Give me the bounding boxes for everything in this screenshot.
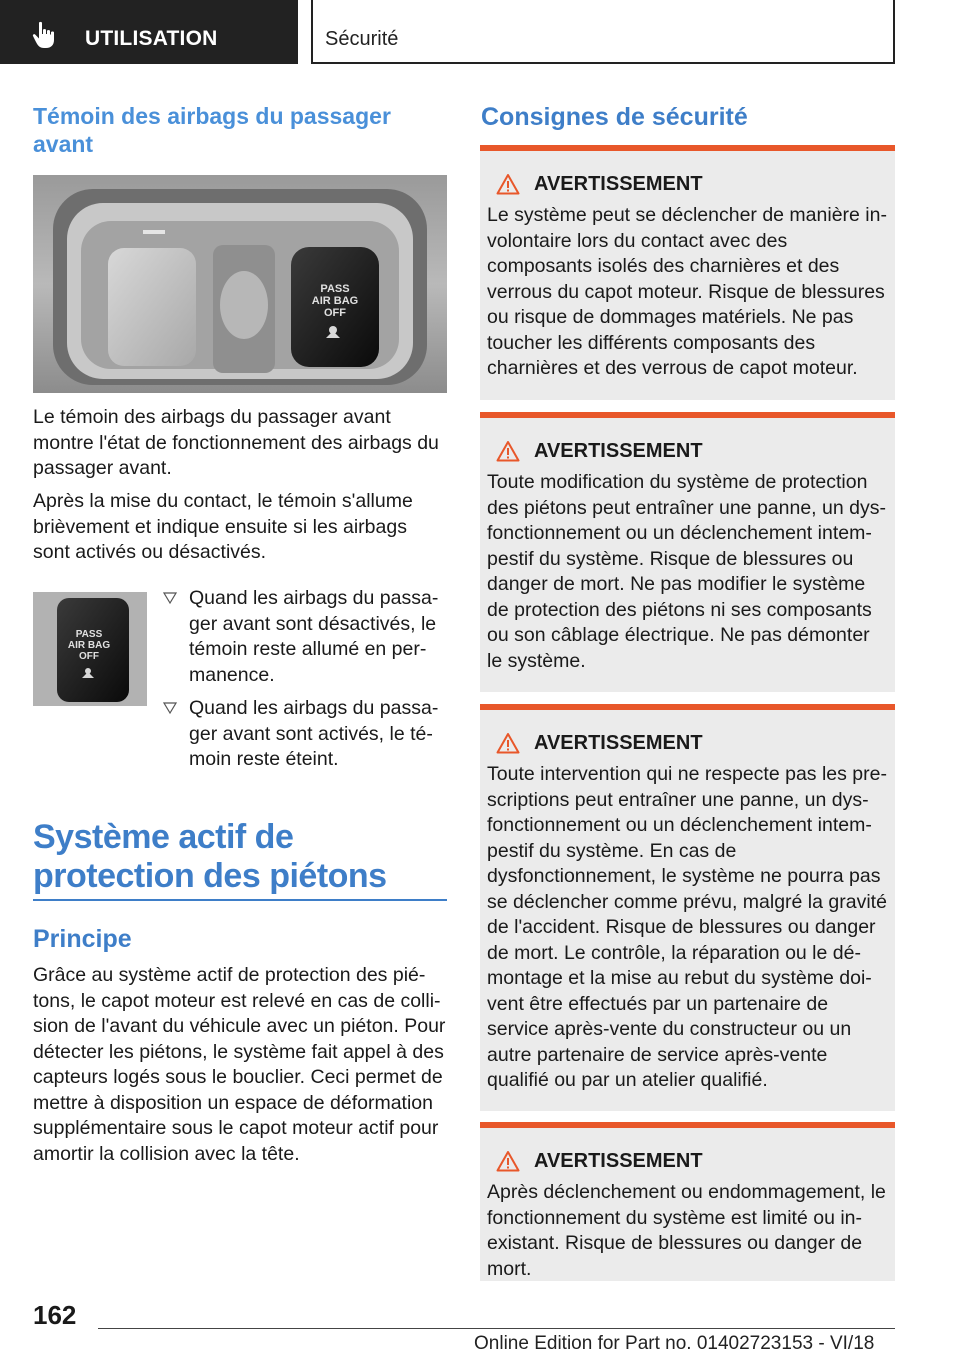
warning-box — [480, 704, 895, 1111]
warning-box — [480, 412, 895, 692]
warning-text: Toute modification du système de protection des piétons peut entraîner une panne, un dysfonctionnement ou un déclenchement intempestif du système. Risque de blessures ou danger de mort. Ne pas modifier le système de protection des piétons ni ses composants ou son câblage électrique. Ne pas démonter le système. — [487, 471, 886, 672]
heading-rule — [33, 899, 447, 901]
footer-rule — [98, 1328, 895, 1329]
bullet-text: Quand les airbags du passager avant sont désactivés, le témoin reste allumé en permanence. — [189, 587, 439, 686]
principle-heading: Principe — [33, 925, 132, 953]
warning-text: Toute intervention qui ne respecte pas les prescriptions peut entraîner une panne, un dysfonctionnement ou un déclenchement intempestif du système. En cas de dysfonctionnement, le système ne pourra pas se déclencher comme prévu, malgré la gravité de l'accident. Risque de blessures ou danger de mort. Le contrôle, la réparation ou le démontage et la mise au rebut du système doivent être effectués par un partenaire de service après-vente du constructeur ou un autre partenaire de service après-vente qualifié ou par un atelier qualifié. — [487, 763, 887, 1091]
airbag-para-2: Après la mise du contact, le témoin s'allume brièvement et indique ensuite si les airbags sont activés ou désactivés. — [33, 490, 413, 563]
warning-box — [480, 145, 895, 400]
photo-label-airbag: AIR BAG — [311, 295, 359, 307]
warning-text: Le système peut se déclencher de manière involontaire lors du contact avec des composants isolés des charnières et des verrous du capot moteur. Risque de blessures ou risque de dommages matériels. Ne pas toucher les différents composants des charnières et des verrous de capot moteur. — [487, 204, 887, 379]
warning-triangle-icon — [496, 173, 520, 195]
page-number: 162 — [33, 1300, 77, 1330]
list-item — [163, 696, 443, 773]
small-photo-label-airbag: AIR BAG — [67, 640, 111, 651]
triangle-bullet-icon — [163, 591, 177, 605]
list-item — [163, 586, 443, 688]
warning-title: AVERTISSEMENT — [534, 172, 703, 195]
airbag-switch-photo — [33, 175, 447, 393]
small-photo-label-pass: PASS — [75, 629, 103, 640]
small-photo-label-off: OFF — [79, 651, 99, 662]
warning-box — [480, 1122, 895, 1281]
photo-label-off: OFF — [324, 307, 346, 319]
airbag-off-indicator-photo — [33, 592, 147, 706]
topic-label: Sécurité — [325, 28, 399, 50]
bullet-text: Quand les airbags du passager avant sont activés, le témoin reste éteint. — [189, 697, 439, 770]
triangle-bullet-icon — [163, 701, 177, 715]
airbag-indicator-heading: Témoin des airbags du passager avant — [33, 103, 391, 157]
warning-text: Après déclenchement ou endommagement, le fonctionnement du système est limité ou inexistant. Risque de blessures ou danger de mort. — [487, 1181, 886, 1280]
warning-title: AVERTISSEMENT — [534, 731, 703, 754]
edition-text: Online Edition for Part no. 01402723153 - VI/18 — [474, 1333, 875, 1354]
pedestrian-protection-heading: Système actif de protection des piétons — [33, 818, 387, 895]
hand-pointer-icon — [30, 20, 60, 50]
principle-text: Grâce au système actif de protection des piétons, le capot moteur est relevé en cas de collision de l'avant du véhicule avec un piéton. Pour détecter les piétons, le système fait appel à des capteurs logés sous le bouclier. Ceci permet de mettre à disposition un espace de déformation supplémentaire sous le capot moteur actif pour amortir la collision avec la tête. — [33, 964, 446, 1165]
warning-title: AVERTISSEMENT — [534, 439, 703, 462]
topic-tab — [311, 0, 895, 64]
warning-triangle-icon — [496, 732, 520, 754]
section-label: UTILISATION — [85, 27, 218, 50]
indicator-state-list — [163, 586, 443, 781]
section-tab — [0, 0, 298, 64]
safety-heading: Consignes de sécurité — [481, 103, 748, 131]
warning-title: AVERTISSEMENT — [534, 1149, 703, 1172]
airbag-para-1: Le témoin des airbags du passager avant montre l'état de fonctionnement des airbags du passager avant. — [33, 406, 439, 479]
photo-label-pass: PASS — [320, 283, 350, 295]
warning-triangle-icon — [496, 440, 520, 462]
warning-triangle-icon — [496, 1150, 520, 1172]
